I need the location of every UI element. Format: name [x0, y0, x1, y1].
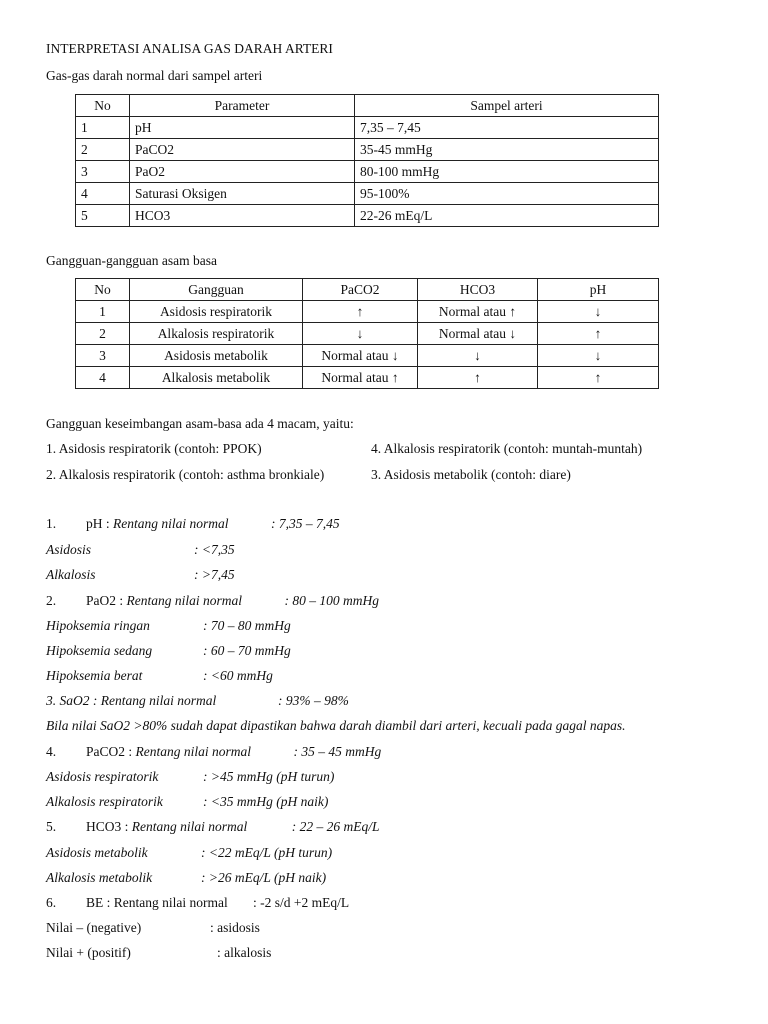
be-heading	[46, 895, 349, 911]
cell: 80-100 mmHg	[355, 161, 659, 183]
range-value: : 93% – 98%	[278, 693, 349, 708]
param-name: HCO3 :	[86, 819, 132, 834]
item-number: 5.	[46, 819, 57, 834]
table-row	[76, 183, 659, 205]
range-label: Rentang nilai normal	[135, 744, 252, 759]
cell: PaO2	[130, 161, 355, 183]
table2-caption: Gangguan-gangguan asam basa	[46, 253, 217, 268]
sao2-text: 3. SaO2 : Rentang nilai normal	[46, 693, 217, 708]
row-value: : >7,45	[194, 567, 235, 582]
header-cell: pH	[538, 279, 659, 301]
row-label: Hipoksemia sedang	[46, 643, 153, 658]
acid-base-disorder-table	[75, 278, 659, 389]
table-row	[76, 345, 659, 367]
cell: PaCO2	[130, 139, 355, 161]
header-cell: Parameter	[130, 95, 355, 117]
header-cell: Gangguan	[130, 279, 303, 301]
metabolic-acidosis	[46, 845, 332, 861]
hypoxemia-severe	[46, 668, 273, 684]
table-row	[76, 367, 659, 389]
table-row	[76, 117, 659, 139]
cell: 1	[76, 301, 130, 323]
row-value: : <60 mmHg	[203, 668, 273, 683]
range-value: : 7,35 – 7,45	[271, 516, 340, 531]
cell: 7,35 – 7,45	[355, 117, 659, 139]
paco2-heading	[46, 744, 381, 760]
row-value: : >45 mmHg (pH turun)	[203, 769, 335, 784]
item-number: 2.	[46, 593, 57, 608]
range-label: Rentang nilai normal	[113, 516, 229, 531]
row-value: : <35 mmHg (pH naik)	[203, 794, 329, 809]
cell: ↑	[303, 301, 418, 323]
respiratory-alkalosis	[46, 794, 328, 810]
range-label: Rentang nilai normal	[131, 819, 248, 834]
item-number: 4.	[46, 744, 57, 759]
sao2-note: Bila nilai SaO2 >80% sudah dapat dipastikan bahwa darah diambil dari arteri, kecuali pada gagal napas.	[46, 718, 626, 733]
cell: Normal atau ↑	[303, 367, 418, 389]
list-item: 4. Alkalosis respiratorik (contoh: muntah-muntah)	[371, 441, 643, 456]
list-item: 1. Asidosis respiratorik (contoh: PPOK)	[46, 441, 262, 456]
row-label: Alkalosis	[46, 567, 96, 582]
row-value: : <7,35	[194, 542, 235, 557]
row-label: Alkalosis respiratorik	[46, 794, 163, 809]
table-header-row	[76, 95, 659, 117]
pao2-heading	[46, 593, 379, 609]
row-label: Alkalosis metabolik	[46, 870, 153, 885]
cell: 35-45 mmHg	[355, 139, 659, 161]
header-cell: No	[76, 279, 130, 301]
hco3-heading	[46, 819, 380, 835]
cell: Asidosis metabolik	[130, 345, 303, 367]
cell: Asidosis respiratorik	[130, 301, 303, 323]
cell: 1	[76, 117, 130, 139]
cell: 95-100%	[355, 183, 659, 205]
cell: Normal atau ↓	[418, 323, 538, 345]
hypoxemia-mild	[46, 618, 291, 634]
cell: Alkalosis respiratorik	[130, 323, 303, 345]
cell: pH	[130, 117, 355, 139]
row-value: : 60 – 70 mmHg	[203, 643, 291, 658]
cell: ↓	[538, 345, 659, 367]
cell: ↓	[538, 301, 659, 323]
cell: Normal atau ↑	[418, 301, 538, 323]
page-title: INTERPRETASI ANALISA GAS DARAH ARTERI	[46, 41, 333, 56]
cell: 22-26 mEq/L	[355, 205, 659, 227]
ph-asidosis	[46, 542, 235, 558]
respiratory-acidosis	[46, 769, 334, 785]
item-number: 1.	[46, 516, 57, 531]
be-positive	[46, 945, 271, 961]
header-cell: PaCO2	[303, 279, 418, 301]
cell: ↑	[538, 323, 659, 345]
list-item: 3. Asidosis metabolik (contoh: diare)	[371, 467, 571, 482]
row-label: Nilai + (positif)	[46, 945, 131, 960]
range-value: : -2 s/d +2 mEq/L	[253, 895, 350, 910]
cell: ↓	[303, 323, 418, 345]
row-label: Hipoksemia ringan	[46, 618, 150, 633]
header-cell: Sampel arteri	[355, 95, 659, 117]
sao2-heading	[46, 693, 349, 709]
table-row	[76, 205, 659, 227]
cell: ↑	[418, 367, 538, 389]
range-value: : 22 – 26 mEq/L	[291, 819, 380, 834]
param-name: PaO2 :	[86, 593, 127, 608]
list-item: 2. Alkalosis respiratorik (contoh: asthma bronkiale)	[46, 467, 325, 482]
header-cell: HCO3	[418, 279, 538, 301]
table-row	[76, 323, 659, 345]
item-number: 6.	[46, 895, 57, 910]
range-value: : 35 – 45 mmHg	[293, 744, 382, 759]
param-name: BE : Rentang nilai normal	[86, 895, 228, 910]
row-label: Nilai – (negative)	[46, 920, 142, 935]
section-intro: Gangguan keseimbangan asam-basa ada 4 macam, yaitu:	[46, 416, 354, 431]
cell: Saturasi Oksigen	[130, 183, 355, 205]
row-label: Hipoksemia berat	[46, 668, 143, 683]
table-header-row	[76, 279, 659, 301]
be-negative	[46, 920, 260, 936]
table1-caption: Gas-gas darah normal dari sampel arteri	[46, 68, 263, 83]
row-label: Asidosis metabolik	[46, 845, 148, 860]
range-label: Rentang nilai normal	[126, 593, 242, 608]
cell: 2	[76, 323, 130, 345]
cell: Normal atau ↓	[303, 345, 418, 367]
cell: ↑	[538, 367, 659, 389]
ph-alkalosis	[46, 567, 235, 583]
row-value: : 70 – 80 mmHg	[203, 618, 291, 633]
row-value: : <22 mEq/L (pH turun)	[201, 845, 333, 860]
cell: Alkalosis metabolik	[130, 367, 303, 389]
cell: 4	[76, 367, 130, 389]
range-value: : 80 – 100 mmHg	[284, 593, 379, 608]
header-cell: No	[76, 95, 130, 117]
row-label: Asidosis respiratorik	[46, 769, 159, 784]
row-label: Asidosis	[46, 542, 92, 557]
table-row	[76, 139, 659, 161]
row-value: : asidosis	[210, 920, 260, 935]
cell: 3	[76, 345, 130, 367]
cell: HCO3	[130, 205, 355, 227]
table-row	[76, 161, 659, 183]
cell: 5	[76, 205, 130, 227]
normal-values-table	[75, 94, 659, 227]
row-value: : >26 mEq/L (pH naik)	[201, 870, 327, 885]
ph-heading	[46, 516, 340, 532]
cell: 3	[76, 161, 130, 183]
cell: 4	[76, 183, 130, 205]
row-value: : alkalosis	[217, 945, 272, 960]
cell: ↓	[418, 345, 538, 367]
param-name: PaCO2 :	[86, 744, 136, 759]
hypoxemia-moderate	[46, 643, 291, 659]
table-row	[76, 301, 659, 323]
param-name: pH :	[86, 516, 113, 531]
cell: 2	[76, 139, 130, 161]
metabolic-alkalosis	[46, 870, 326, 886]
